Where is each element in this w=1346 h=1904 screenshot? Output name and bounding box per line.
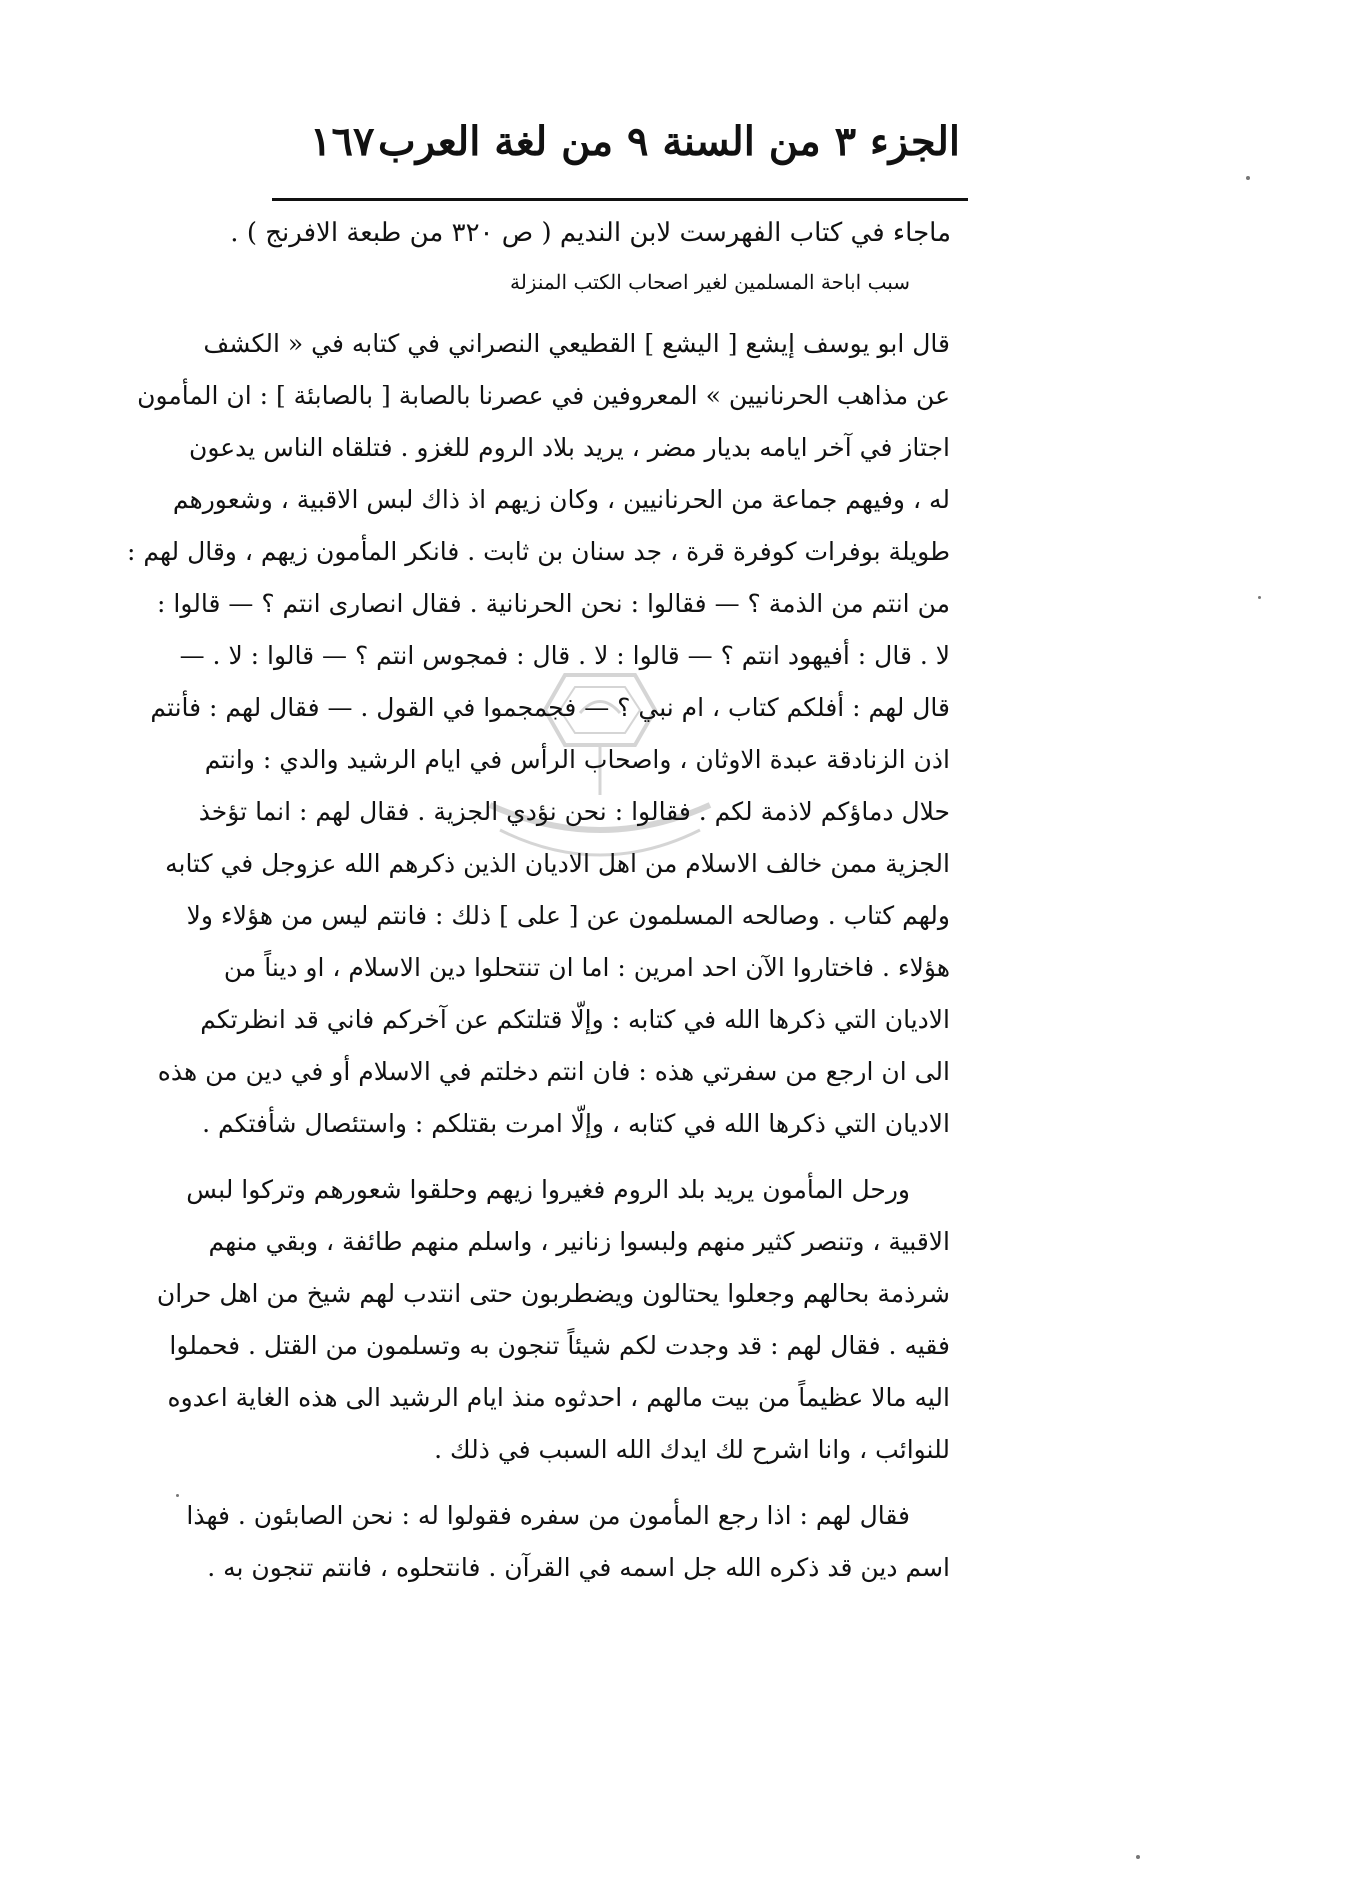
header-rule xyxy=(272,198,968,201)
body-text xyxy=(126,318,950,1594)
running-header xyxy=(270,118,960,178)
text-line: قال لهم : أفلكم كتاب ، ام نبي ؟ — فجمجموا في القول . — فقال لهم : فأنتم xyxy=(150,693,950,722)
text-line: الجزية ممن خالف الاسلام من اهل الاديان الذين ذكرهم الله عزوجل في كتابه xyxy=(165,849,950,878)
text-line: الاقبية ، وتنصر كثير منهم ولبسوا زنانير ، واسلم منهم طائفة ، وبقي منهم xyxy=(208,1227,950,1256)
text-line: من انتم من الذمة ؟ — فقالوا : نحن الحرنانية . فقال انصارى انتم ؟ — قالوا : xyxy=(157,589,950,618)
scan-speck xyxy=(1258,596,1261,599)
text-line: فقال لهم : اذا رجع المأمون من سفره فقولوا له : نحن الصابئون . فهذا xyxy=(186,1501,910,1530)
text-line: حلال دماؤكم لاذمة لكم . فقالوا : نحن نؤدي الجزية . فقال لهم : انما تؤخذ xyxy=(198,797,950,826)
paragraph-gap xyxy=(290,1476,950,1490)
text-line: للنوائب ، وانا اشرح لك ايدك الله السبب في ذلك . xyxy=(434,1435,950,1464)
text-line: طويلة بوفرات كوفرة قرة ، جد سنان بن ثابت . فانكر المأمون زيهم ، وقال لهم : xyxy=(126,537,950,566)
scan-speck xyxy=(1246,176,1250,180)
section-subheading: سبب اباحة المسلمين لغير اصحاب الكتب المنزلة xyxy=(509,270,911,294)
text-line: شرذمة بحالهم وجعلوا يحتالون ويضطربون حتى انتدب لهم شيخ من اهل حران xyxy=(156,1279,950,1308)
text-line: عن مذاهب الحرنانيين » المعروفين في عصرنا بالصابة [ بالصابئة ] : ان المأمون xyxy=(137,381,950,410)
text-line: ورحل المأمون يريد بلد الروم فغيروا زيهم وحلقوا شعورهم وتركوا لبس xyxy=(186,1175,910,1204)
text-line: هؤلاء . فاختاروا الآن احد امرين : اما ان تنتحلوا دين الاسلام ، او ديناً من xyxy=(223,953,950,982)
page-number: ١٦٧ xyxy=(310,118,375,165)
text-line: لا . قال : أفيهود انتم ؟ — قالوا : لا . قال : فمجوس انتم ؟ — قالوا : لا . — xyxy=(179,641,950,670)
text-line: اذن الزنادقة عبدة الاوثان ، واصحاب الرأس في ايام الرشيد والدي : وانتم xyxy=(204,745,950,774)
text-line: الاديان التي ذكرها الله في كتابه : وإلّا قتلتكم عن آخركم فاني قد انظرتكم xyxy=(200,1005,950,1034)
text-line: فقيه . فقال لهم : قد وجدت لكم شيئاً تنجون به وتسلمون من القتل . فحملوا xyxy=(169,1331,950,1360)
text-line: الاديان التي ذكرها الله في كتابه ، وإلّا امرت بقتلكم : واستئصال شأفتكم . xyxy=(202,1109,950,1138)
paragraph-gap xyxy=(290,1150,950,1164)
scan-speck xyxy=(1136,1855,1140,1859)
text-line: الى ان ارجع من سفرتي هذه : فان انتم دخلتم في الاسلام أو في دين من هذه xyxy=(157,1057,950,1086)
header-title: الجزء ٣ من السنة ٩ من لغة العرب xyxy=(378,118,960,165)
text-line: ولهم كتاب . وصالحه المسلمون عن [ على ] ذلك : فانتم ليس من هؤلاء ولا xyxy=(186,901,950,930)
scan-speck xyxy=(176,1494,179,1497)
text-line: له ، وفيهم جماعة من الحرنانيين ، وكان زيهم اذ ذاك لبس الاقبية ، وشعورهم xyxy=(172,485,950,514)
text-line: قال ابو يوسف إيشع [ اليشع ] القطيعي النصراني في كتابه في « الكشف xyxy=(203,329,950,358)
text-line: اليه مالا عظيماً من بيت مالهم ، احدثوه منذ ايام الرشيد الى هذه الغاية اعدوه xyxy=(167,1383,950,1412)
text-line: اسم دين قد ذكره الله جل اسمه في القرآن . فانتحلوه ، فانتم تنجون به . xyxy=(207,1553,950,1582)
source-citation: ماجاء في كتاب الفهرست لابن النديم ( ص ٣٢٠ من طبعة الافرنج ) . xyxy=(230,218,951,248)
text-line: اجتاز في آخر ايامه بديار مضر ، يريد بلاد الروم للغزو . فتلقاه الناس يدعون xyxy=(188,433,950,462)
